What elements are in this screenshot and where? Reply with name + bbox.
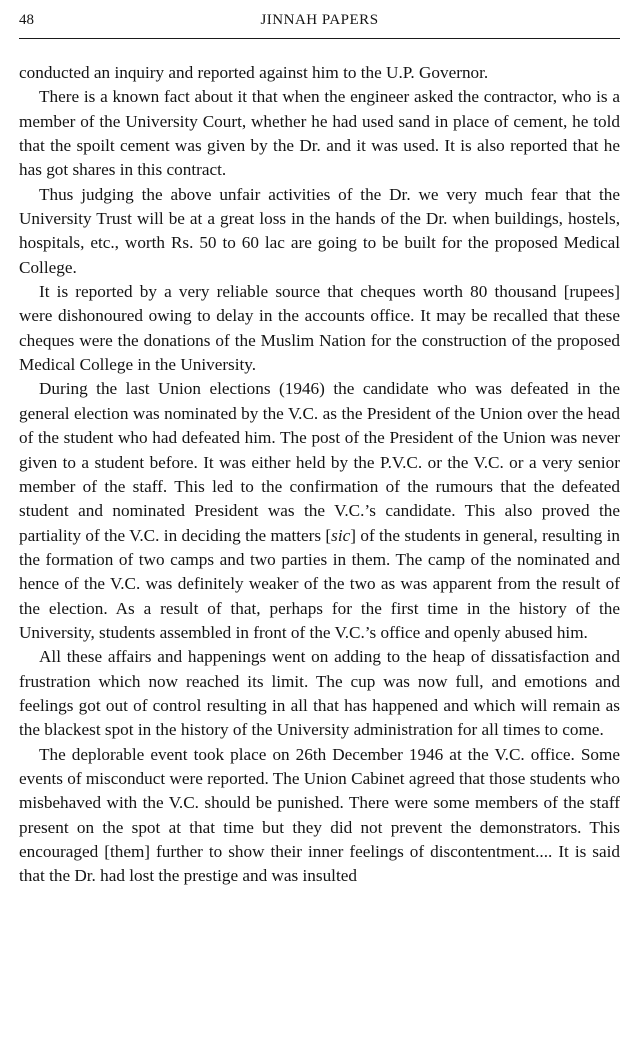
page-header xyxy=(19,8,620,32)
paragraph-dissatisfaction: All these affairs and happenings went on adding to the heap of dissatisfaction and frustration which now reached its limit. The cup was now full, and emotions and feelings got out of control resulting in all that has happened and which will remain as the blackest spot in the history of the University administration for all times to come. xyxy=(19,647,620,740)
running-head: JINNAH PAPERS xyxy=(260,12,379,28)
body-text xyxy=(19,61,620,889)
page-number: 48 xyxy=(19,12,34,28)
union-elections-text-start: During the last Union elections (1946) the candidate who was defeated in the general election was nominated by the V.C. as the President of the Union over the head of the student who had defeated him. The post of the President of the Union was never given to a student before. It was either held by the P.V.C. or the V.C. or a very senior member of the staff. This led to the confirmation of the rumours that the defeated student and nominated President was the V.C.’s candidate. This also proved the partiality of the V.C. in deciding the matters [ xyxy=(19,379,620,545)
paragraph-cement: There is a known fact about it that when the engineer asked the contractor, who is a member of the University Court, whether he had used sand in place of cement, he told that the spoilt cement was given by the Dr. and it was used. It is also reported that he has got shares in this contract. xyxy=(19,87,620,180)
paragraph-continued: conducted an inquiry and reported against him to the U.P. Governor. xyxy=(19,63,489,82)
paragraph-union-elections xyxy=(19,377,620,645)
union-elections-text-end: ] of the students in general, resulting in the formation of two camps and two parties in them. The camp of the nominated and hence of the V.C. was definitely weaker of the two as was apparent from the result of the election. As a result of that, perhaps for the first time in the history of the University, students assembled in front of the V.C.’s office and openly abused him. xyxy=(19,525,620,642)
paragraph-cheques: It is reported by a very reliable source that cheques worth 80 thousand [rupees] were dishonoured owing to delay in the accounts office. It may be recalled that these cheques were the donations of the Muslim Nation for the construction of the proposed Medical College in the University. xyxy=(19,282,620,375)
paragraph-university-trust: Thus judging the above unfair activities of the Dr. we very much fear that the University Trust will be at a great loss in the hands of the Dr. when buildings, hostels, hospitals, etc., worth Rs. 50 to 60 lac are going to be built for the proposed Medical College. xyxy=(19,184,620,277)
paragraph-deplorable-event: The deplorable event took place on 26th December 1946 at the V.C. office. Some events of misconduct were reported. The Union Cabinet agreed that those students who misbehaved with the V.C. should be punished. There were some members of the staff present on the spot at that time but they did not prevent the demonstrators. This encouraged [them] further to show their inner feelings of discontentment.... It is said that the Dr. had lost the prestige and was insulted xyxy=(19,744,620,886)
sic-italic: sic xyxy=(331,525,351,545)
document-page xyxy=(19,8,620,1028)
header-rule xyxy=(19,38,620,39)
